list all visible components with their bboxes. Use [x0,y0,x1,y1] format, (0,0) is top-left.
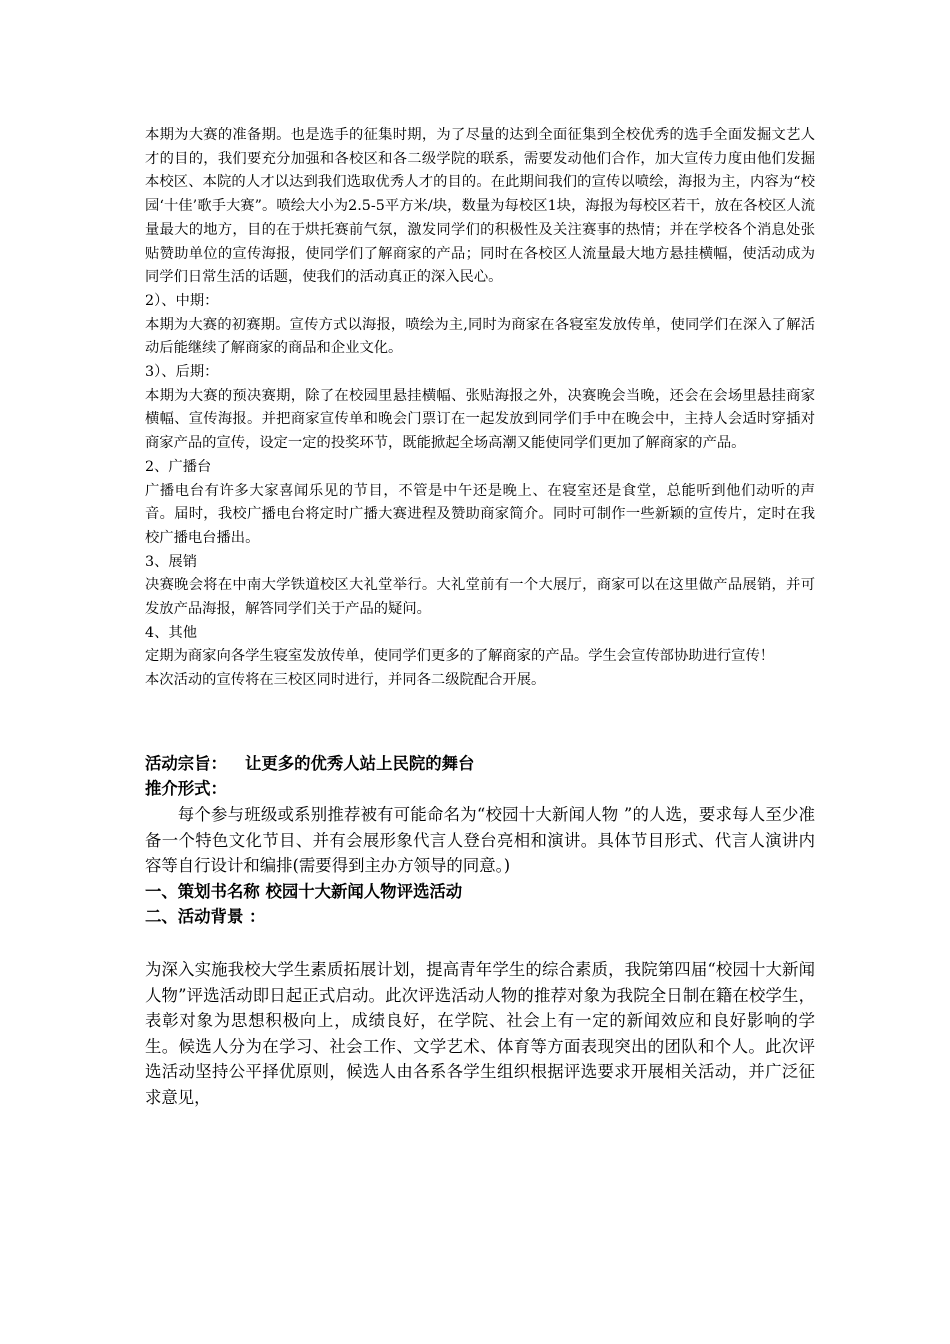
document-body [145,124,815,1111]
early-stage-text: 本期为大赛的准备期。也是选手的征集时期，为了尽量的达到全面征集到全校优秀的选手全面发掘文艺人才的目的，我们要充分加强和各校区和各二级学院的联系，需要发动他们合作，加大宣传力度由他们发掘本校区、本院的人才以达到我们选取优秀人才的目的。在此期间我们的宣传以喷绘，海报为主，内容为“校园‘十佳’歌手大赛”。喷绘大小为2.5-5平方米/块，数量为每校区1块，海报为每校区若干，放在各校区人流量最大的地方，目的在于烘托赛前气氛，激发同学们的积极性及关注赛事的热情；并在学校各个消息处张贴赞助单位的宣传海报，使同学们了解商家的产品；同时在各校区人流量最大地方悬挂横幅，使活动成为同学们日常生活的话题，使我们的活动真正的深入民心。 [145,127,815,286]
mid-stage-text: 本期为大赛的初赛期。宣传方式以海报，喷绘为主,同时为商家在各寝室发放传单，使同学们在深入了解活动后能继续了解商家的商品和企业文化。 [145,316,815,357]
exhibit-heading: 3、展销 [145,553,197,570]
format-label: 推介形式： [145,779,227,799]
background-text: 为深入实施我校大学生素质拓展计划，提高青年学生的综合素质，我院第四届“校园十大新闻人物”评选活动即日起正式启动。此次评选活动人物的推荐对象为我院全日制在籍在校学生，表彰对象为思想积极向上，成绩良好，在学院、社会上有一定的新闻效应和良好影响的学生。候选人分为在学习、社会工作、文学艺术、体育等方面表现突出的团队和个人。此次评选活动坚持公平择优原则，候选人由各系各学生组织根据评选要求开展相关活动，并广泛征求意见， [145,960,815,1107]
late-stage-heading: 3）、后期： [145,364,219,381]
purpose-label: 活动宗旨： [145,753,227,773]
section-spacer [145,693,815,751]
publicity-section [145,124,815,693]
plan-name-heading: 一、策划书名称 校园十大新闻人物评选活动 [145,881,463,901]
purpose-line [145,751,815,777]
purpose-value: 让更多的优秀人站上民院的舞台 [244,753,475,773]
other-heading: 4、其他 [145,624,197,641]
mid-stage-heading: 2）、中期： [145,292,219,309]
radio-heading: 2、广播台 [145,458,212,475]
closing-text: 本次活动的宣传将在三校区同时进行，并同各二级院配合开展。 [145,672,546,689]
late-stage-text: 本期为大赛的预决赛期，除了在校园里悬挂横幅、张贴海报之外，决赛晚会当晚，还会在会场里悬挂商家横幅、宣传海报。并把商家宣传单和晚会门票订在一起发放到同学们手中在晚会中，主持人会适时穿插对商家产品的宣传，设定一定的投奖环节，既能掀起全场高潮又能使同学们更加了解商家的产品。 [145,387,815,452]
radio-text: 广播电台有许多大家喜闻乐见的节目，不管是中午还是晚上、在寝室还是食堂，总能听到他们动听的声音。届时，我校广播电台将定时广播大赛进程及赞助商家简介。同时可制作一些新颖的宣传片，定时在我校广播电台播出。 [145,482,815,546]
other-text: 定期为商家向各学生寝室发放传单，使同学们更多的了解商家的产品。学生会宣传部协助进行宣传！ [145,648,775,665]
background-heading: 二、活动背景 ： [145,907,266,927]
exhibit-text: 决赛晚会将在中南大学铁道校区大礼堂举行。大礼堂前有一个大展厅，商家可以在这里做产品展销，并可发放产品海报，解答同学们关于产品的疑问。 [145,577,815,618]
activity-section [145,751,815,1111]
format-text: 每个参与班级或系别推荐被有可能命名为“校园十大新闻人物 ”的人选，要求每人至少准备一个特色文化节目、并有会展形象代言人登台亮相和演讲。具体节目形式、代言人演讲内容等自行设计和编排(需要得到主办方领导的同意。) [145,805,815,876]
background-spacer [145,930,815,957]
